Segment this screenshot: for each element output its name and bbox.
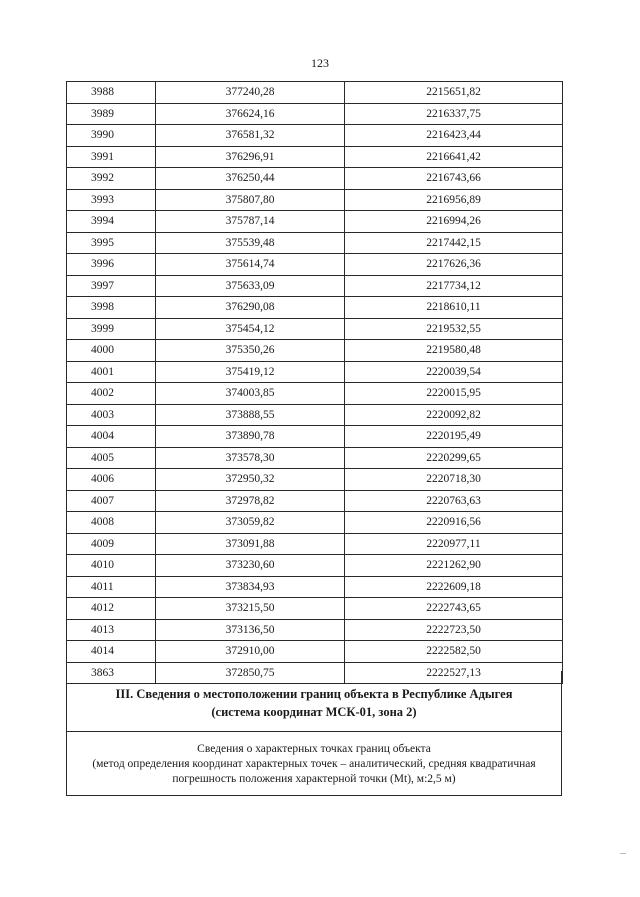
y-coordinate-cell: 2220015,95 — [345, 383, 563, 405]
point-number-cell: 4011 — [67, 576, 156, 598]
x-coordinate-cell: 373230,60 — [156, 555, 345, 577]
point-number-cell: 4014 — [67, 641, 156, 663]
point-number-cell: 3991 — [67, 146, 156, 168]
y-coordinate-cell: 2220763,63 — [345, 490, 563, 512]
x-coordinate-cell: 375614,74 — [156, 254, 345, 276]
y-coordinate-cell: 2219580,48 — [345, 340, 563, 362]
table-row — [67, 469, 563, 491]
x-coordinate-cell: 372850,75 — [156, 662, 345, 684]
y-coordinate-cell: 2220916,56 — [345, 512, 563, 534]
x-coordinate-cell: 377240,28 — [156, 82, 345, 104]
section-sub-line-2: (метод определения координат характерных точек – аналитический, средняя квадратичная — [92, 758, 536, 770]
y-coordinate-cell: 2217734,12 — [345, 275, 563, 297]
x-coordinate-cell: 373059,82 — [156, 512, 345, 534]
x-coordinate-cell: 375350,26 — [156, 340, 345, 362]
point-number-cell: 3988 — [67, 82, 156, 104]
point-number-cell: 3990 — [67, 125, 156, 147]
point-number-cell: 3999 — [67, 318, 156, 340]
y-coordinate-cell: 2216743,66 — [345, 168, 563, 190]
table-row — [67, 297, 563, 319]
y-coordinate-cell: 2220977,11 — [345, 533, 563, 555]
x-coordinate-cell: 373834,93 — [156, 576, 345, 598]
y-coordinate-cell: 2220092,82 — [345, 404, 563, 426]
table-row — [67, 404, 563, 426]
point-number-cell: 4005 — [67, 447, 156, 469]
coordinates-table — [66, 81, 563, 684]
table-row — [67, 533, 563, 555]
point-number-cell: 4009 — [67, 533, 156, 555]
y-coordinate-cell: 2222723,50 — [345, 619, 563, 641]
x-coordinate-cell: 373136,50 — [156, 619, 345, 641]
point-number-cell: 4004 — [67, 426, 156, 448]
point-number-cell: 3995 — [67, 232, 156, 254]
table-row — [67, 211, 563, 233]
point-number-cell: 3993 — [67, 189, 156, 211]
table-row — [67, 426, 563, 448]
point-number-cell: 4013 — [67, 619, 156, 641]
y-coordinate-cell: 2216337,75 — [345, 103, 563, 125]
table-row — [67, 168, 563, 190]
section-sub-line-3: погрешность положения характерной точки (Mt), м:2,5 м) — [172, 773, 456, 785]
point-number-cell: 3863 — [67, 662, 156, 684]
y-coordinate-cell: 2220039,54 — [345, 361, 563, 383]
x-coordinate-cell: 374003,85 — [156, 383, 345, 405]
point-number-cell: 3998 — [67, 297, 156, 319]
x-coordinate-cell: 376296,91 — [156, 146, 345, 168]
x-coordinate-cell: 372950,32 — [156, 469, 345, 491]
section-sub-line-1: Сведения о характерных точках границ объекта — [197, 743, 431, 755]
table-row — [67, 275, 563, 297]
y-coordinate-cell: 2220718,30 — [345, 469, 563, 491]
section-subheading — [67, 732, 561, 795]
x-coordinate-cell: 372978,82 — [156, 490, 345, 512]
table-row — [67, 490, 563, 512]
table-row — [67, 189, 563, 211]
y-coordinate-cell: 2218610,11 — [345, 297, 563, 319]
x-coordinate-cell: 373215,50 — [156, 598, 345, 620]
x-coordinate-cell: 373890,78 — [156, 426, 345, 448]
y-coordinate-cell: 2220195,49 — [345, 426, 563, 448]
section-iii-block — [66, 671, 562, 796]
table-row — [67, 125, 563, 147]
point-number-cell: 4002 — [67, 383, 156, 405]
x-coordinate-cell: 375419,12 — [156, 361, 345, 383]
table-row — [67, 641, 563, 663]
table-row — [67, 340, 563, 362]
table-row — [67, 383, 563, 405]
x-coordinate-cell: 373888,55 — [156, 404, 345, 426]
x-coordinate-cell: 375539,48 — [156, 232, 345, 254]
x-coordinate-cell: 375633,09 — [156, 275, 345, 297]
point-number-cell: 3989 — [67, 103, 156, 125]
table-row — [67, 146, 563, 168]
table-row — [67, 447, 563, 469]
x-coordinate-cell: 373578,30 — [156, 447, 345, 469]
coordinates-table-body — [67, 82, 563, 684]
point-number-cell: 4006 — [67, 469, 156, 491]
table-row — [67, 82, 563, 104]
table-row — [67, 576, 563, 598]
table-row — [67, 254, 563, 276]
x-coordinate-cell: 375787,14 — [156, 211, 345, 233]
x-coordinate-cell: 376290,08 — [156, 297, 345, 319]
point-number-cell: 4007 — [67, 490, 156, 512]
point-number-cell: 4001 — [67, 361, 156, 383]
point-number-cell: 4000 — [67, 340, 156, 362]
y-coordinate-cell: 2215651,82 — [345, 82, 563, 104]
x-coordinate-cell: 375807,80 — [156, 189, 345, 211]
section-heading-line-2: (система координат МСК-01, зона 2) — [211, 705, 417, 719]
y-coordinate-cell: 2217442,15 — [345, 232, 563, 254]
point-number-cell: 4003 — [67, 404, 156, 426]
y-coordinate-cell: 2216423,44 — [345, 125, 563, 147]
x-coordinate-cell: 376250,44 — [156, 168, 345, 190]
table-row — [67, 619, 563, 641]
x-coordinate-cell: 372910,00 — [156, 641, 345, 663]
page-number: 123 — [311, 56, 329, 70]
y-coordinate-cell: 2221262,90 — [345, 555, 563, 577]
table-row — [67, 598, 563, 620]
section-heading — [67, 671, 561, 732]
point-number-cell: 4012 — [67, 598, 156, 620]
table-row — [67, 103, 563, 125]
point-number-cell: 4008 — [67, 512, 156, 534]
point-number-cell: 3992 — [67, 168, 156, 190]
x-coordinate-cell: 376624,16 — [156, 103, 345, 125]
x-coordinate-cell: 375454,12 — [156, 318, 345, 340]
section-heading-line-1: III. Сведения о местоположении границ объекта в Республике Адыгея — [115, 687, 513, 701]
y-coordinate-cell: 2222743,65 — [345, 598, 563, 620]
table-row — [67, 555, 563, 577]
y-coordinate-cell: 2222582,50 — [345, 641, 563, 663]
point-number-cell: 3996 — [67, 254, 156, 276]
x-coordinate-cell: 376581,32 — [156, 125, 345, 147]
y-coordinate-cell: 2216956,89 — [345, 189, 563, 211]
y-coordinate-cell: 2216641,42 — [345, 146, 563, 168]
point-number-cell: 3997 — [67, 275, 156, 297]
y-coordinate-cell: 2222527,13 — [345, 662, 563, 684]
table-row — [67, 232, 563, 254]
y-coordinate-cell: 2222609,18 — [345, 576, 563, 598]
table-row — [67, 318, 563, 340]
point-number-cell: 3994 — [67, 211, 156, 233]
table-row — [67, 512, 563, 534]
table-row — [67, 361, 563, 383]
y-coordinate-cell: 2216994,26 — [345, 211, 563, 233]
scan-edge-mark — [620, 853, 626, 854]
y-coordinate-cell: 2217626,36 — [345, 254, 563, 276]
y-coordinate-cell: 2219532,55 — [345, 318, 563, 340]
point-number-cell: 4010 — [67, 555, 156, 577]
y-coordinate-cell: 2220299,65 — [345, 447, 563, 469]
x-coordinate-cell: 373091,88 — [156, 533, 345, 555]
